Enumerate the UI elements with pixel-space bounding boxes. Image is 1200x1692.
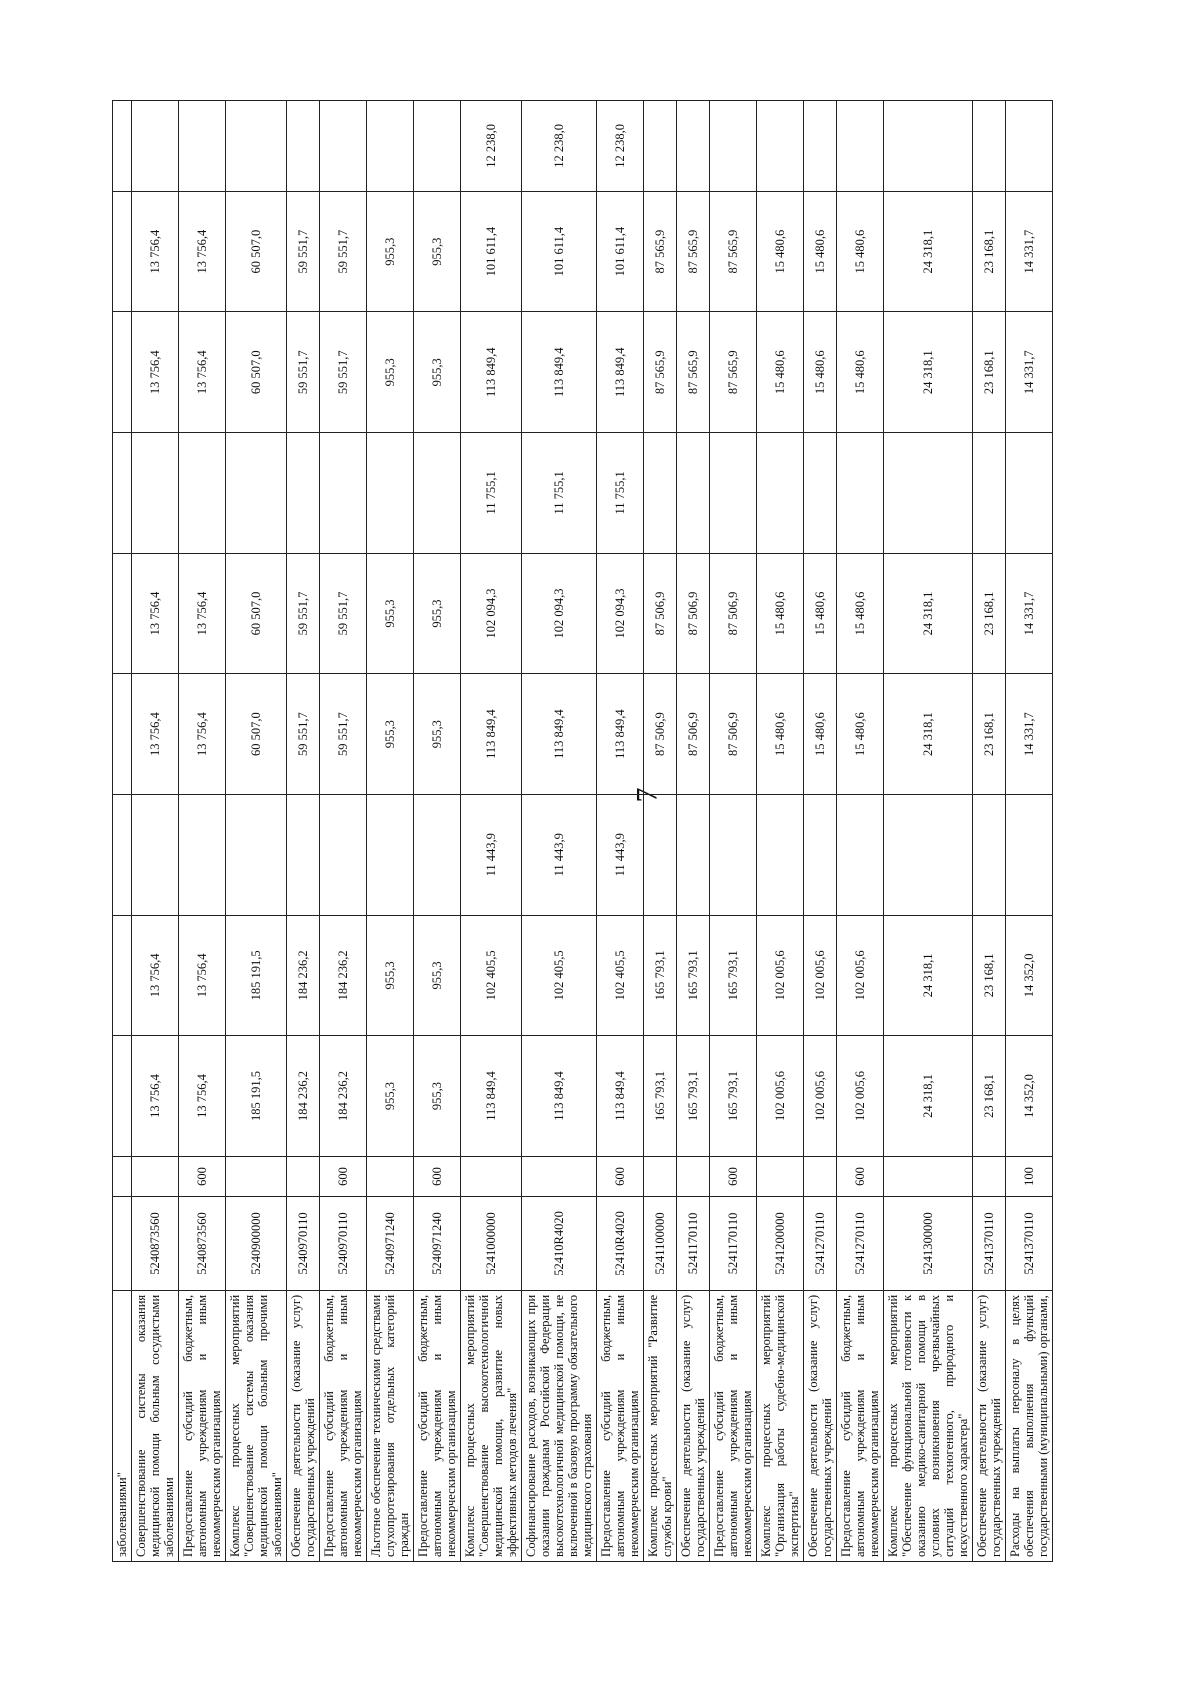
row-value [644, 433, 677, 554]
row-value: 955,3 [414, 191, 461, 312]
row-code: 5241370110 [973, 1197, 1006, 1291]
row-value: 13 756,4 [179, 553, 226, 674]
table-row [287, 101, 320, 1562]
row-name: Комплекс процессных мероприятий "Совершенствование высокотехнологичной медицинской помощи, развитие новых эффективных методов лечения" [461, 1290, 522, 1561]
row-name: Комплекс процессных мероприятий "Организация работы судебно-медицинской экспертизы" [757, 1290, 804, 1561]
table-row [644, 101, 677, 1562]
row-value: 15 480,6 [757, 312, 804, 433]
row-value: 955,3 [414, 312, 461, 433]
row-value: 59 551,7 [320, 674, 367, 795]
row-name: Совершенствование системы оказания медицинской помощи больным сосудистыми заболеваниями [132, 1290, 179, 1561]
row-value: 60 507,0 [226, 312, 287, 433]
row-value: 102 005,6 [757, 915, 804, 1036]
row-value: 113 849,4 [522, 312, 597, 433]
row-value: 185 191,5 [226, 1036, 287, 1157]
row-value: 23 168,1 [973, 674, 1006, 795]
row-value [113, 794, 132, 915]
row-code: 5241270110 [804, 1197, 837, 1291]
row-vr: 600 [414, 1156, 461, 1196]
row-value: 101 611,4 [522, 191, 597, 312]
row-value [644, 101, 677, 192]
row-value [320, 433, 367, 554]
row-value: 11 755,1 [461, 433, 522, 554]
row-value: 24 318,1 [884, 191, 973, 312]
row-vr: 600 [837, 1156, 884, 1196]
row-value: 59 551,7 [287, 674, 320, 795]
row-vr [132, 1156, 179, 1196]
row-code: 5240873560 [132, 1197, 179, 1291]
row-value [132, 794, 179, 915]
row-value [226, 794, 287, 915]
row-code: 52410R4020 [522, 1197, 597, 1291]
row-value [973, 794, 1006, 915]
row-value: 14 331,7 [1006, 674, 1053, 795]
budget-table-body [113, 101, 1053, 1562]
row-value: 113 849,4 [597, 312, 644, 433]
row-value [320, 794, 367, 915]
row-value: 13 756,4 [132, 1036, 179, 1157]
row-value: 102 094,3 [597, 553, 644, 674]
row-value [677, 433, 710, 554]
row-value: 87 506,9 [677, 674, 710, 795]
row-value: 13 756,4 [179, 191, 226, 312]
row-value: 102 094,3 [522, 553, 597, 674]
row-value: 60 507,0 [226, 191, 287, 312]
row-value: 13 756,4 [179, 1036, 226, 1157]
row-value [367, 101, 414, 192]
row-value: 23 168,1 [973, 191, 1006, 312]
table-row [461, 101, 522, 1562]
row-vr [113, 1156, 132, 1196]
row-code [113, 1197, 132, 1291]
row-value: 184 236,2 [287, 1036, 320, 1157]
row-value [113, 191, 132, 312]
row-code: 5241170110 [677, 1197, 710, 1291]
row-value: 24 318,1 [884, 312, 973, 433]
row-name: Обеспечение деятельности (оказание услуг) государственных учреждений [804, 1290, 837, 1561]
row-value [804, 794, 837, 915]
row-value: 11 443,9 [522, 794, 597, 915]
table-row [884, 101, 973, 1562]
row-value [113, 433, 132, 554]
row-value: 15 480,6 [804, 312, 837, 433]
row-value: 60 507,0 [226, 674, 287, 795]
row-value: 87 565,9 [644, 191, 677, 312]
row-value: 13 756,4 [132, 312, 179, 433]
row-value [414, 794, 461, 915]
table-row [179, 101, 226, 1562]
row-name: Предоставление субсидий бюджетным, автономным учреждениям и иным некоммерческим организациям [710, 1290, 757, 1561]
row-value: 955,3 [414, 553, 461, 674]
row-value: 102 405,5 [597, 915, 644, 1036]
row-value: 185 191,5 [226, 915, 287, 1036]
row-value: 14 352,0 [1006, 1036, 1053, 1157]
row-name: Предоставление субсидий бюджетным, автономным учреждениям и иным некоммерческим организациям [320, 1290, 367, 1561]
row-code: 5241000000 [461, 1197, 522, 1291]
row-value: 13 756,4 [132, 915, 179, 1036]
row-name: Комплекс процессных мероприятий "Совершенствование системы оказания медицинской помощи больным прочими заболеваниями" [226, 1290, 287, 1561]
row-vr: 600 [597, 1156, 644, 1196]
row-value: 87 506,9 [644, 553, 677, 674]
row-value: 13 756,4 [132, 553, 179, 674]
row-value [132, 101, 179, 192]
row-value: 12 238,0 [597, 101, 644, 192]
table-row [367, 101, 414, 1562]
row-value: 955,3 [414, 674, 461, 795]
row-value [710, 433, 757, 554]
row-value [973, 101, 1006, 192]
row-value [179, 794, 226, 915]
row-code: 5240971240 [367, 1197, 414, 1291]
row-vr [644, 1156, 677, 1196]
row-code: 5240970110 [320, 1197, 367, 1291]
row-value: 955,3 [367, 915, 414, 1036]
row-value: 102 094,3 [461, 553, 522, 674]
table-row [677, 101, 710, 1562]
table-row [226, 101, 287, 1562]
row-value: 14 331,7 [1006, 312, 1053, 433]
row-vr: 100 [1006, 1156, 1053, 1196]
row-value: 24 318,1 [884, 674, 973, 795]
row-vr: 600 [320, 1156, 367, 1196]
row-value [179, 101, 226, 192]
row-code: 5241170110 [710, 1197, 757, 1291]
page-number: 7 [630, 787, 664, 803]
row-vr [522, 1156, 597, 1196]
row-value: 23 168,1 [973, 915, 1006, 1036]
row-value: 15 480,6 [837, 553, 884, 674]
budget-table [112, 100, 1053, 1562]
row-value: 15 480,6 [804, 674, 837, 795]
row-value: 87 565,9 [710, 191, 757, 312]
row-value: 15 480,6 [757, 553, 804, 674]
row-value [837, 101, 884, 192]
row-name: Льготное обеспечение техническими средствами слухопротезирования отдельных категорий граждан [367, 1290, 414, 1561]
row-value [710, 101, 757, 192]
row-value: 113 849,4 [461, 674, 522, 795]
row-value: 955,3 [367, 191, 414, 312]
row-value: 87 506,9 [677, 553, 710, 674]
row-value: 59 551,7 [287, 553, 320, 674]
row-value: 165 793,1 [644, 915, 677, 1036]
row-value: 165 793,1 [710, 915, 757, 1036]
row-value: 184 236,2 [320, 1036, 367, 1157]
row-value: 87 565,9 [677, 312, 710, 433]
row-value: 15 480,6 [804, 191, 837, 312]
table-row [973, 101, 1006, 1562]
row-vr [367, 1156, 414, 1196]
row-value: 87 565,9 [644, 312, 677, 433]
row-value [132, 433, 179, 554]
row-value [1006, 794, 1053, 915]
row-value: 15 480,6 [837, 312, 884, 433]
row-value: 102 405,5 [522, 915, 597, 1036]
row-value [320, 101, 367, 192]
row-vr [226, 1156, 287, 1196]
row-value: 87 506,9 [710, 674, 757, 795]
row-value: 102 005,6 [757, 1036, 804, 1157]
row-name: Обеспечение деятельности (оказание услуг) государственных учреждений [677, 1290, 710, 1561]
row-value: 102 405,5 [461, 915, 522, 1036]
table-row [804, 101, 837, 1562]
row-code: 5240971240 [414, 1197, 461, 1291]
budget-table-wrapper [112, 100, 1053, 1562]
row-value [287, 794, 320, 915]
row-value: 87 506,9 [710, 553, 757, 674]
row-name: Предоставление субсидий бюджетным, автономным учреждениям и иным некоммерческим организациям [179, 1290, 226, 1561]
row-value: 15 480,6 [757, 191, 804, 312]
row-value: 24 318,1 [884, 915, 973, 1036]
row-value: 955,3 [367, 674, 414, 795]
row-value [226, 101, 287, 192]
table-row [132, 101, 179, 1562]
row-value: 13 756,4 [132, 191, 179, 312]
row-value [113, 1036, 132, 1157]
row-value: 15 480,6 [837, 191, 884, 312]
row-value [414, 433, 461, 554]
row-name: Софинансирование расходов, возникающих при оказании гражданам Российской Федерации высокотехнологичной медицинской помощи, не включенной в базовую программу обязательного медицинского страхования [522, 1290, 597, 1561]
row-value: 15 480,6 [837, 674, 884, 795]
row-value: 14 331,7 [1006, 191, 1053, 312]
row-value: 955,3 [414, 915, 461, 1036]
row-name: Обеспечение деятельности (оказание услуг) государственных учреждений [973, 1290, 1006, 1561]
row-value: 113 849,4 [461, 1036, 522, 1157]
row-value [287, 101, 320, 192]
row-value: 13 756,4 [179, 312, 226, 433]
row-value: 14 331,7 [1006, 553, 1053, 674]
row-value: 13 756,4 [179, 674, 226, 795]
row-value [113, 312, 132, 433]
row-value: 59 551,7 [320, 191, 367, 312]
row-code: 5240873560 [179, 1197, 226, 1291]
row-value [804, 433, 837, 554]
table-row [414, 101, 461, 1562]
row-value: 59 551,7 [287, 191, 320, 312]
row-value: 101 611,4 [461, 191, 522, 312]
row-value [757, 433, 804, 554]
row-value [804, 101, 837, 192]
row-value: 11 755,1 [597, 433, 644, 554]
row-value: 60 507,0 [226, 553, 287, 674]
row-value: 59 551,7 [320, 312, 367, 433]
row-value [884, 794, 973, 915]
row-value: 13 756,4 [179, 915, 226, 1036]
row-vr [287, 1156, 320, 1196]
row-value: 14 352,0 [1006, 915, 1053, 1036]
row-value: 184 236,2 [287, 915, 320, 1036]
row-value: 955,3 [367, 312, 414, 433]
row-vr: 600 [179, 1156, 226, 1196]
row-value: 12 238,0 [522, 101, 597, 192]
row-value: 165 793,1 [677, 915, 710, 1036]
row-value [414, 101, 461, 192]
row-name: Комплекс процессных мероприятий "Развитие службы крови" [644, 1290, 677, 1561]
row-vr [757, 1156, 804, 1196]
row-value: 102 005,6 [837, 1036, 884, 1157]
row-value [757, 794, 804, 915]
row-value [1006, 101, 1053, 192]
row-value [677, 794, 710, 915]
row-code: 5241200000 [757, 1197, 804, 1291]
row-value [113, 101, 132, 192]
row-value: 24 318,1 [884, 1036, 973, 1157]
row-name: Расходы на выплаты персоналу в целях обеспечения выполнения функций государственными (муниципальными) органами, [1006, 1290, 1053, 1561]
row-vr [677, 1156, 710, 1196]
row-code: 5240970110 [287, 1197, 320, 1291]
row-code: 52410R4020 [597, 1197, 644, 1291]
row-value: 11 443,9 [461, 794, 522, 915]
row-value [837, 794, 884, 915]
row-value: 12 238,0 [461, 101, 522, 192]
row-value [367, 433, 414, 554]
row-value: 955,3 [367, 553, 414, 674]
row-value: 101 611,4 [597, 191, 644, 312]
row-value: 955,3 [367, 1036, 414, 1157]
row-value: 102 005,6 [804, 915, 837, 1036]
table-row [710, 101, 757, 1562]
row-vr [884, 1156, 973, 1196]
row-vr: 600 [710, 1156, 757, 1196]
row-value [884, 101, 973, 192]
row-value: 87 565,9 [677, 191, 710, 312]
row-code: 5241100000 [644, 1197, 677, 1291]
row-vr [461, 1156, 522, 1196]
row-value: 113 849,4 [522, 1036, 597, 1157]
row-name: Предоставление субсидий бюджетным, автономным учреждениям и иным некоммерческим организациям [837, 1290, 884, 1561]
row-value: 165 793,1 [644, 1036, 677, 1157]
row-name: Предоставление субсидий бюджетным, автономным учреждениям и иным некоммерческим организациям [597, 1290, 644, 1561]
table-row [757, 101, 804, 1562]
row-value [287, 433, 320, 554]
row-value [884, 433, 973, 554]
row-value: 59 551,7 [320, 553, 367, 674]
row-value: 11 443,9 [597, 794, 644, 915]
row-value: 24 318,1 [884, 553, 973, 674]
row-name: Предоставление субсидий бюджетным, автономным учреждениям и иным некоммерческим организациям [414, 1290, 461, 1561]
table-row [597, 101, 644, 1562]
row-value [757, 101, 804, 192]
row-value: 165 793,1 [710, 1036, 757, 1157]
row-value: 15 480,6 [757, 674, 804, 795]
row-value [973, 433, 1006, 554]
table-row [837, 101, 884, 1562]
table-row [320, 101, 367, 1562]
row-value: 87 506,9 [644, 674, 677, 795]
row-value: 15 480,6 [804, 553, 837, 674]
row-name: заболеваниями" [113, 1290, 132, 1561]
row-vr [973, 1156, 1006, 1196]
row-value: 165 793,1 [677, 1036, 710, 1157]
row-value [837, 433, 884, 554]
row-value: 102 005,6 [804, 1036, 837, 1157]
row-value [113, 553, 132, 674]
table-row [522, 101, 597, 1562]
row-value [1006, 433, 1053, 554]
row-code: 5241300000 [884, 1197, 973, 1291]
row-value [644, 794, 677, 915]
row-code: 5241370110 [1006, 1197, 1053, 1291]
row-value: 102 005,6 [837, 915, 884, 1036]
row-vr [804, 1156, 837, 1196]
row-value: 113 849,4 [597, 1036, 644, 1157]
row-name: Обеспечение деятельности (оказание услуг) государственных учреждений [287, 1290, 320, 1561]
row-value [710, 794, 757, 915]
row-value [179, 433, 226, 554]
row-value: 23 168,1 [973, 553, 1006, 674]
row-value: 23 168,1 [973, 312, 1006, 433]
table-row [113, 101, 132, 1562]
row-value: 955,3 [414, 1036, 461, 1157]
row-name: Комплекс процессных мероприятий "Обеспечение функциональной готовности к оказанию медико-санитарной помощи в условиях возникновения чрезвычайных ситуаций техногенного, природного и искусственного характера" [884, 1290, 973, 1561]
row-code: 5241270110 [837, 1197, 884, 1291]
row-value: 59 551,7 [287, 312, 320, 433]
row-value: 23 168,1 [973, 1036, 1006, 1157]
row-value [367, 794, 414, 915]
row-value: 11 755,1 [522, 433, 597, 554]
row-value [113, 915, 132, 1036]
row-value: 184 236,2 [320, 915, 367, 1036]
row-value [113, 674, 132, 795]
row-value: 87 565,9 [710, 312, 757, 433]
row-value [226, 433, 287, 554]
table-row [1006, 101, 1053, 1562]
row-value: 113 849,4 [522, 674, 597, 795]
row-value: 113 849,4 [461, 312, 522, 433]
row-value [677, 101, 710, 192]
row-code: 5240900000 [226, 1197, 287, 1291]
row-value: 13 756,4 [132, 674, 179, 795]
row-value: 113 849,4 [597, 674, 644, 795]
